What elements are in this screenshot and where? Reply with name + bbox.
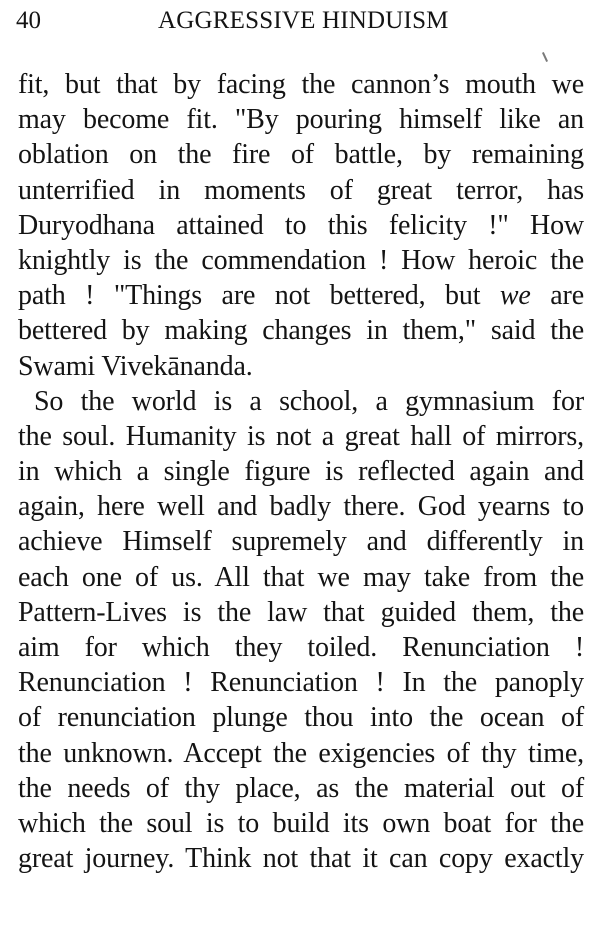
text-line: the unknown. Accept the exigencies of thy time, — [18, 737, 584, 769]
body-text — [18, 67, 584, 876]
text-line: achieve Himself supremely and differently in — [18, 526, 584, 558]
text-line: the needs of thy place, as the material out of — [18, 772, 584, 804]
text-line: again, here well and badly there. God yearns to — [18, 491, 584, 523]
running-title: AGGRESSIVE HINDUISM — [158, 7, 449, 34]
text-line: fit, but that by facing the cannon’s mouth we — [18, 69, 584, 100]
text-line: which the soul is to build its own boat for the — [18, 807, 584, 839]
page-number: 40 — [16, 7, 41, 34]
text-line: Pattern-Lives is the law that guided them, the — [18, 596, 584, 628]
text-line: great journey. Think not that it can copy exactly — [18, 843, 584, 875]
text-line: aim for which they toiled. Renunciation ! — [18, 632, 584, 663]
text-line: Renunciation ! Renunciation ! In the panoply — [18, 667, 584, 699]
text-line: each one of us. All that we may take from the — [18, 561, 584, 593]
text-line: oblation on the fire of battle, by remaining — [18, 139, 584, 171]
text-line: of renunciation plunge thou into the ocean of — [18, 702, 584, 734]
text-line: the soul. Humanity is not a great hall of mirrors, — [18, 420, 584, 452]
text-line: knightly is the commendation ! How heroic the — [18, 244, 584, 276]
page-header — [16, 4, 590, 40]
text-line: unterrified in moments of great terror, has — [18, 174, 584, 206]
emphasized-word: we — [499, 280, 531, 312]
text-line-paragraph-end: Swami Vivekānanda. — [18, 350, 253, 382]
text-line: in which a single figure is reflected again and — [18, 456, 584, 488]
text-line: bettered by making changes in them," said the — [18, 315, 584, 347]
text-line-with-emphasis: path ! "Things are not bettered, but we are — [18, 280, 584, 312]
text-line-paragraph-start: So the world is a school, a gymnasium for — [34, 385, 584, 417]
stray-ink-mark — [542, 52, 548, 62]
text-line: Duryodhana attained to this felicity !" How — [18, 209, 584, 241]
text-line: may become fit. "By pouring himself like an — [18, 104, 584, 136]
